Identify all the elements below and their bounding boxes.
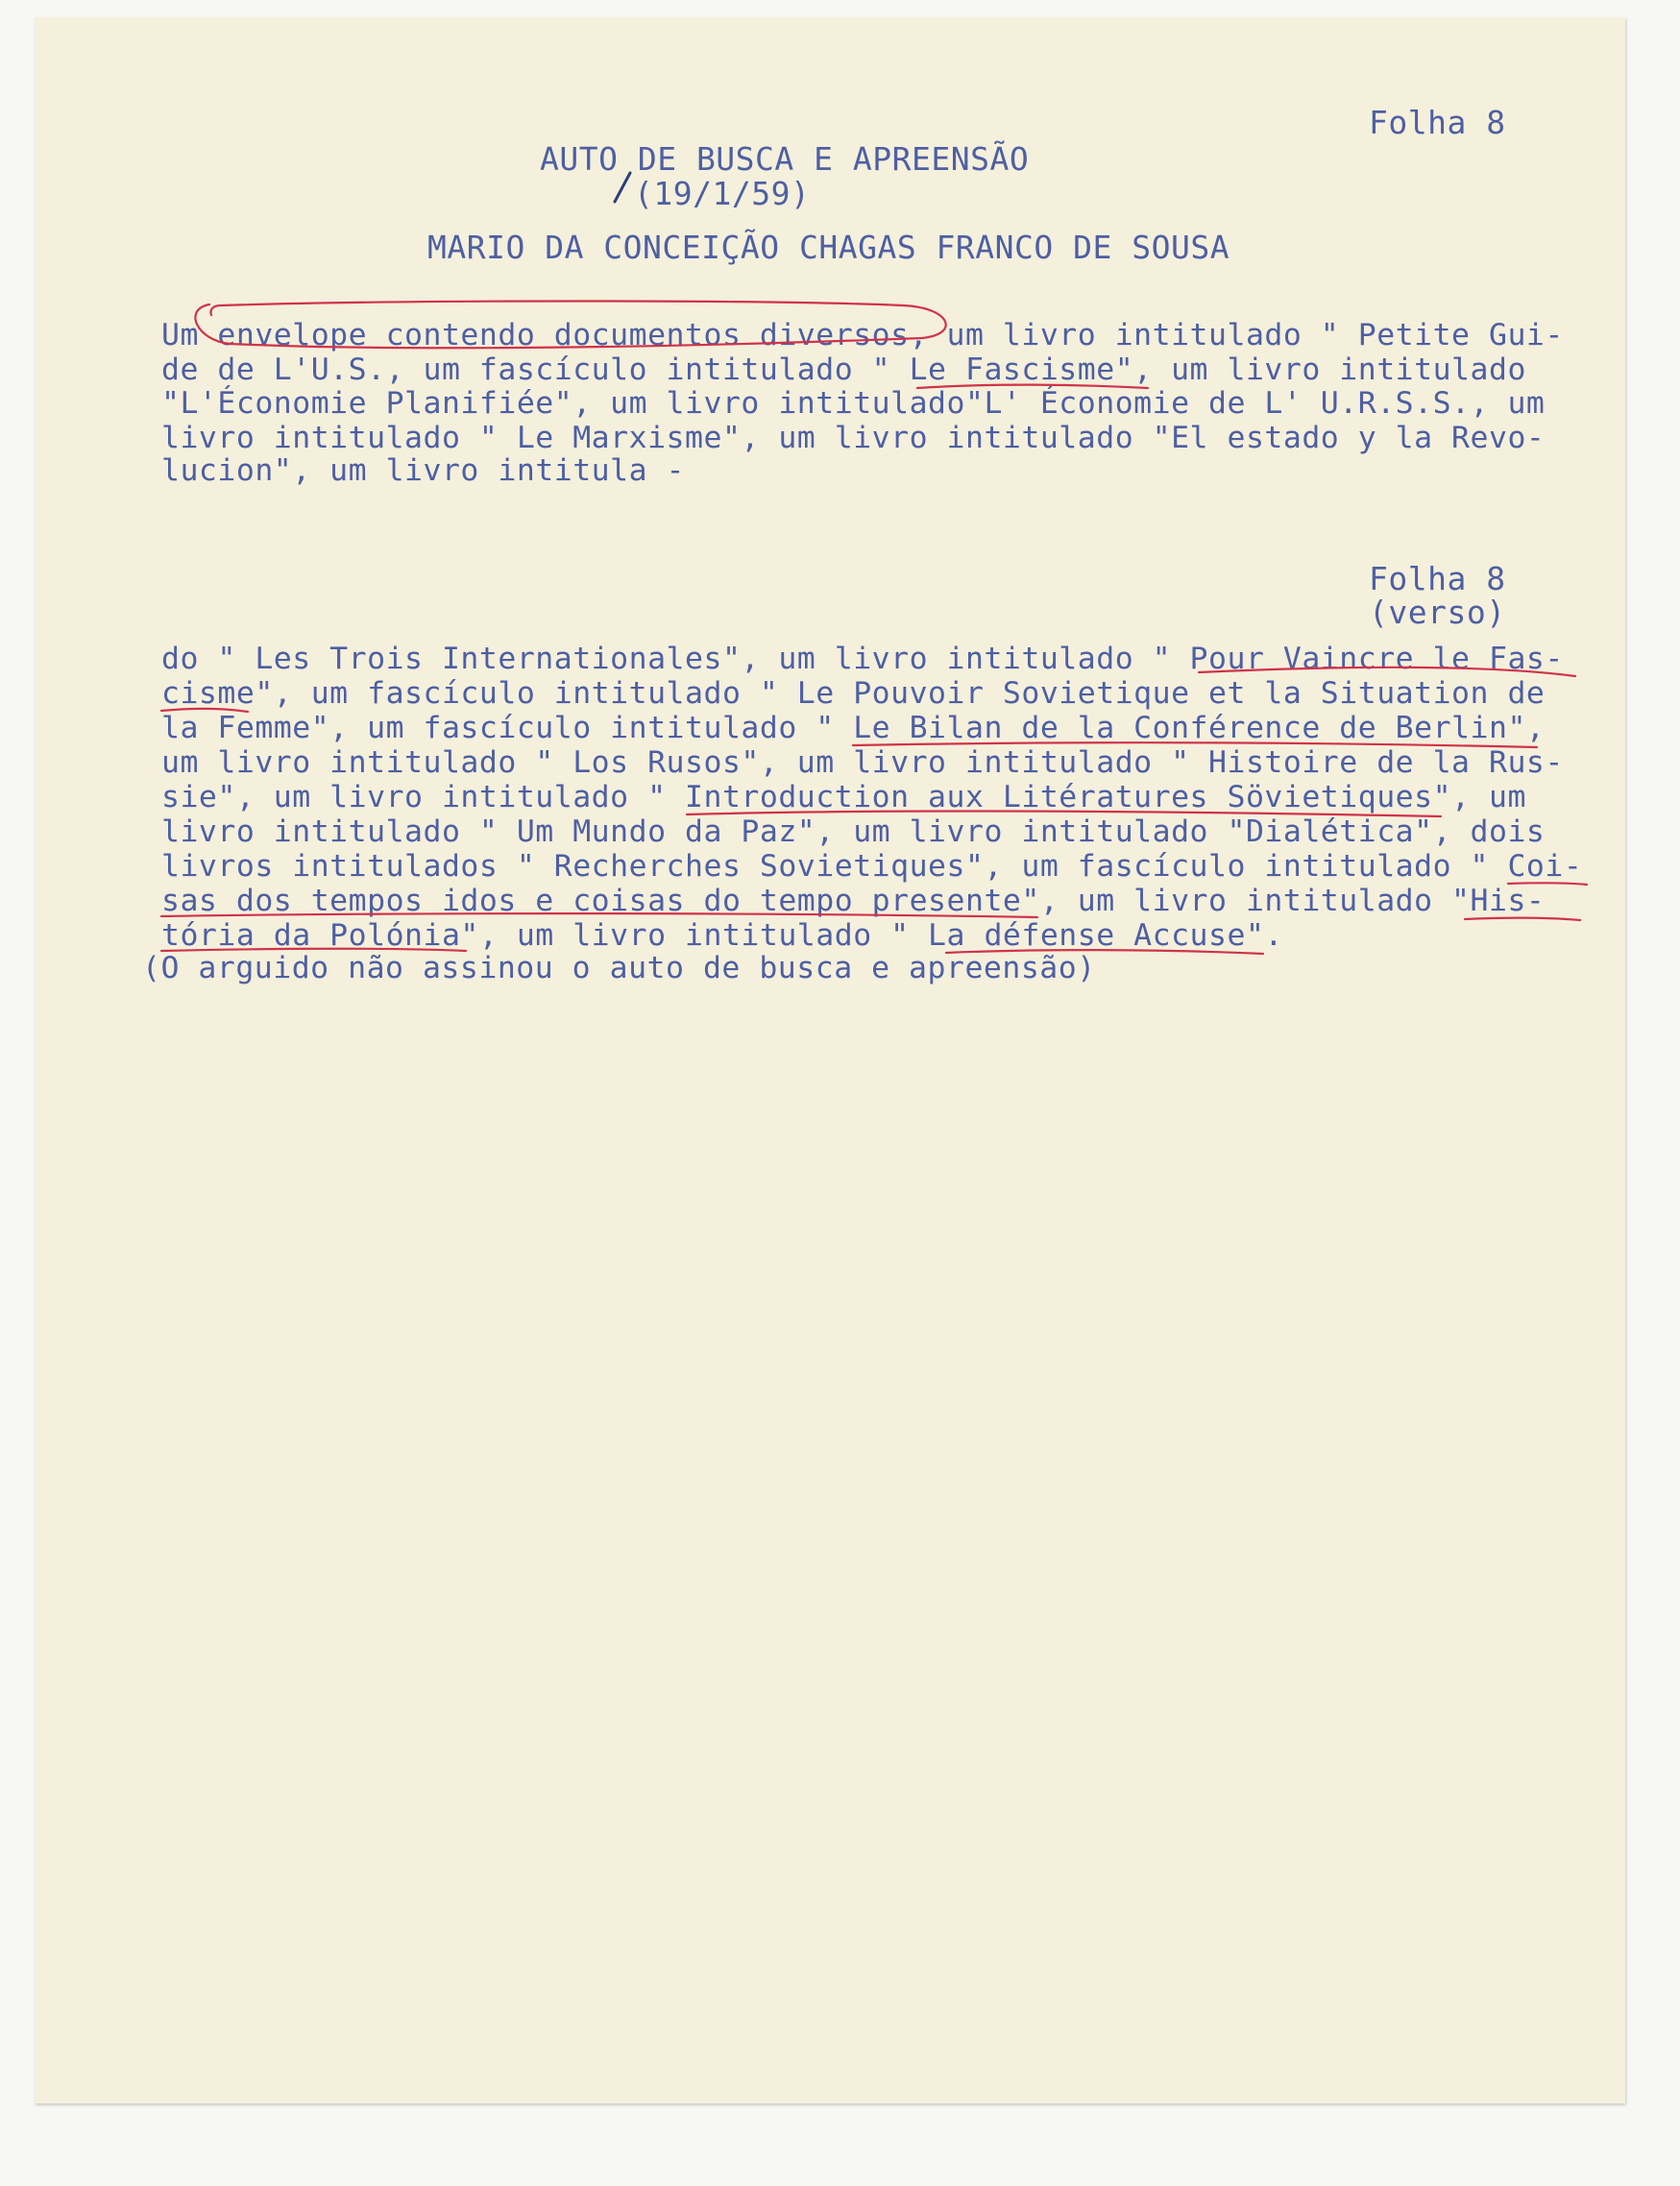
section-2-line: sie", um livro intitulado " Introduction aux Litératures Sövietiques", um — [161, 780, 1526, 814]
section-2-line: cisme", um fascículo intitulado " Le Pouvoir Sovietique et la Situation de — [161, 676, 1546, 711]
section-1-line: Um envelope contendo documentos diversos, um livro intitulado " Petite Gui- — [161, 318, 1564, 352]
section-2-line: tória da Polónia", um livro intitulado " La défense Accuse". — [161, 918, 1283, 953]
section-2-line: livros intitulados " Recherches Sovietiques", um fascículo intitulado " Coi- — [161, 849, 1583, 884]
defendant-name: MARIO DA CONCEIÇÃO CHAGAS FRANCO DE SOUSA — [427, 229, 1230, 266]
section-1-line: lucion", um livro intitula - — [161, 453, 686, 488]
document-date: (19/1/59) — [634, 175, 811, 212]
section-2-line: sas dos tempos idos e coisas do tempo presente", um livro intitulado "His- — [161, 884, 1546, 918]
section-2-line: um livro intitulado " Los Rusos", um livro intitulado " Histoire de la Rus- — [161, 745, 1564, 780]
section-2-line: la Femme", um fascículo intitulado " Le Bilan de la Conférence de Berlin", — [161, 711, 1546, 745]
section-1-line: de de L'U.S., um fascículo intitulado " Le Fascisme", um livro intitulado — [161, 352, 1526, 387]
section-1-line: livro intitulado " Le Marxisme", um livro intitulado "El estado y la Revo- — [161, 421, 1546, 455]
document-title: AUTO DE BUSCA E APREENSÃO — [540, 140, 1030, 178]
section-2-line: do " Les Trois Internationales", um livro intitulado " Pour Vaincre le Fas- — [161, 642, 1564, 676]
section-2-line: livro intitulado " Um Mundo da Paz", um livro intitulado "Dialética", dois — [161, 814, 1546, 849]
verso-folha-number: Folha 8 — [1369, 560, 1506, 597]
verso-label: (verso) — [1369, 594, 1506, 631]
signature-note: (O arguido não assinou o auto de busca e apreensão) — [142, 951, 1096, 985]
folha-number: Folha 8 — [1369, 104, 1506, 141]
section-1-line: "L'Économie Planifiée", um livro intitulado"L' Économie de L' U.R.S.S., um — [161, 386, 1546, 421]
